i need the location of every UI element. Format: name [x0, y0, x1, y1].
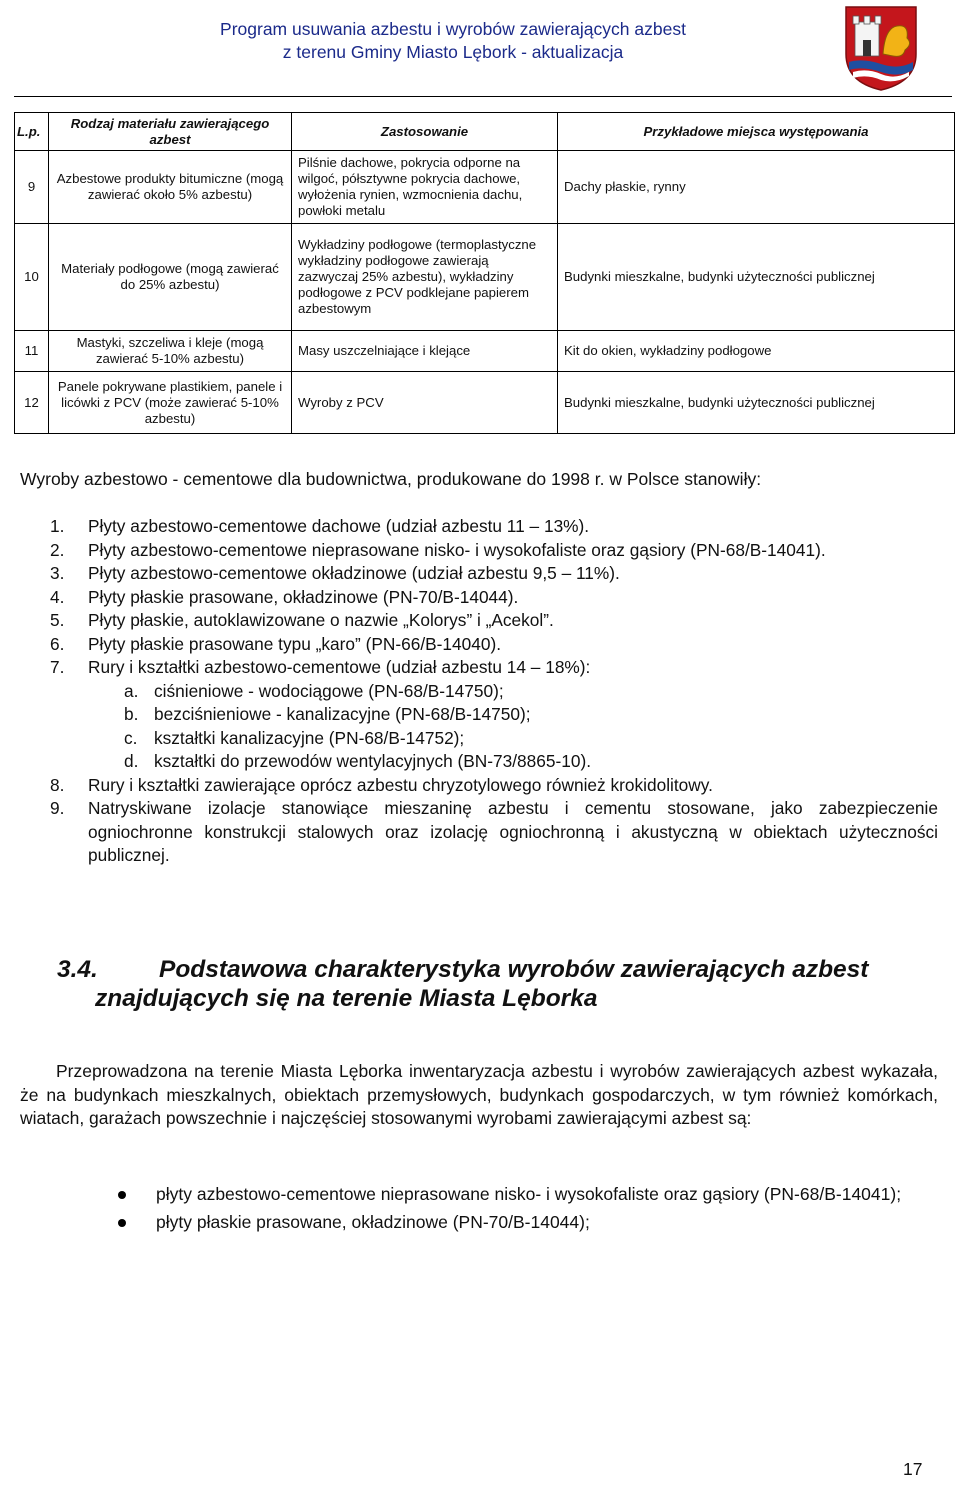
document-header-title [0, 18, 906, 64]
list-item-text: Płyty azbestowo-cementowe okładzinowe (udział azbestu 9,5 – 11%). [88, 563, 620, 583]
sublist-item [124, 750, 960, 774]
use-cell: Pilśnie dachowe, pokrycia odporne na wilgoć, półsztywne pokrycia dachowe, wyłożenia rynien, wzmocnienia dachu, powłoki metalu [292, 151, 558, 224]
list-item-text: Rury i kształtki azbestowo-cementowe (udział azbestu 14 – 18%): [88, 657, 591, 677]
list-item [50, 609, 938, 633]
bullet-icon [118, 1191, 126, 1199]
pipe-types-sublist [88, 680, 938, 774]
places-cell: Kit do okien, wykładziny podłogowe [558, 331, 955, 372]
table-header-row [15, 113, 955, 151]
bullet-text: płyty płaskie prasowane, okładzinowe (PN-70/B-14044); [156, 1211, 590, 1232]
sublist-item-text: kształtki do przewodów wentylacyjnych (BN-73/8865-10). [154, 751, 592, 771]
header-title-line-2: z terenu Gminy Miasto Lębork - aktualizacja [282, 42, 624, 62]
table-row [15, 151, 955, 224]
header-lp: L.p. [15, 113, 49, 151]
header-divider [14, 96, 952, 97]
header-title-line-1: Program usuwania azbestu i wyrobów zawierających azbest [220, 19, 686, 39]
list-item-text: Rury i kształtki zawierające oprócz azbestu chryzotylowego również krokidolitowy. [88, 774, 713, 795]
list-item-number: 8. [50, 774, 65, 795]
sublist-item-letter: c. [124, 727, 138, 748]
list-item-number: 1. [50, 516, 65, 536]
material-cell: Materiały podłogowe (mogą zawierać do 25% azbestu) [49, 224, 292, 331]
bullet-text: płyty azbestowo-cementowe nieprasowane nisko- i wysokofaliste oraz gąsiory (PN-68/B-14041); [156, 1184, 902, 1204]
body-paragraph [20, 1060, 938, 1131]
sublist-item-letter: a. [124, 680, 139, 701]
material-cell: Panele pokrywane plastikiem, panele i licówki z PCV (może zawierać 5-10% azbestu) [49, 372, 292, 434]
list-item-number: 4. [50, 586, 65, 607]
places-cell: Dachy płaskie, rynny [558, 151, 955, 224]
section-title-line-1: Podstawowa charakterystyka wyrobów zawierających azbest [159, 956, 869, 983]
paragraph-text: Przeprowadzona na terenie Miasta Lęborka inwentaryzacja azbestu i wyrobów zawierających azbest wykazała, że na budynkach mieszkalnych, obiektach przemysłowych, budynkach gospodarczych, w tym również komórkach, wiatach, garażach powszechnie i najczęściej stosowanymi wyrobami zawierającymi azbest są: [20, 1061, 938, 1128]
list-item-number: 5. [50, 610, 65, 630]
bullet-icon [118, 1219, 126, 1227]
bullet-item [118, 1211, 938, 1235]
page-number: 17 [903, 1459, 923, 1479]
list-item [50, 586, 938, 610]
header-use: Zastosowanie [292, 113, 558, 151]
material-cell: Azbestowe produkty bitumiczne (mogą zawierać około 5% azbestu) [49, 151, 292, 224]
list-item-text: Płyty płaskie prasowane typu „karo” (PN-66/B-14040). [88, 633, 502, 654]
list-item-text: Płyty płaskie prasowane, okładzinowe (PN-70/B-14044). [88, 586, 519, 607]
sublist-item-letter: b. [124, 704, 139, 724]
list-item-number: 2. [50, 539, 65, 560]
products-list [50, 515, 938, 868]
row-number: 11 [15, 331, 49, 372]
sublist-item [124, 727, 960, 751]
table-row [15, 372, 955, 434]
coat-of-arms-icon [843, 4, 919, 92]
use-cell: Masy uszczelniające i klejące [292, 331, 558, 372]
sublist-item-text: kształtki kanalizacyjne (PN-68/B-14752); [154, 727, 465, 748]
use-cell: Wyroby z PCV [292, 372, 558, 434]
table-row [15, 224, 955, 331]
list-item-number: 6. [50, 633, 65, 654]
header-places: Przykładowe miejsca występowania [558, 113, 955, 151]
use-cell: Wykładziny podłogowe (termoplastyczne wykładziny podłogowe zawierają zazwyczaj 25% azbestu), wykładziny podłogowe z PCV podklejane papierem azbestowym [292, 224, 558, 331]
table-row [15, 331, 955, 372]
list-item [50, 774, 938, 798]
list-intro: Wyroby azbestowo - cementowe dla budownictwa, produkowane do 1998 r. w Polsce stanowiły: [20, 469, 762, 489]
list-item [50, 562, 938, 586]
list-item [50, 656, 938, 774]
places-cell: Budynki mieszkalne, budynki użyteczności publicznej [558, 224, 955, 331]
list-item-number: 7. [50, 657, 65, 677]
list-item-number: 9. [50, 798, 65, 818]
list-item-text: Płyty azbestowo-cementowe nieprasowane nisko- i wysokofaliste oraz gąsiory (PN-68/B-14041). [88, 539, 826, 560]
bullet-list [118, 1183, 938, 1238]
sublist-item-text: ciśnieniowe - wodociągowe (PN-68/B-14750); [154, 680, 504, 701]
section-number: 3.4. [57, 956, 98, 983]
bullet-item [118, 1183, 938, 1207]
row-number: 12 [15, 372, 49, 434]
sublist-item-letter: d. [124, 751, 139, 771]
list-item-number: 3. [50, 563, 65, 583]
material-cell: Mastyki, szczeliwa i kleje (mogą zawierać 5-10% azbestu) [49, 331, 292, 372]
list-item-text: Płyty azbestowo-cementowe dachowe (udział azbestu 11 – 13%). [88, 516, 590, 536]
list-item [50, 633, 938, 657]
sublist-item [124, 680, 960, 704]
list-item-text: Natryskiwane izolacje stanowiące mieszaninę azbestu i cementu stosowane, jako zabezpieczenie ogniochronne konstrukcji stalowych oraz izolację ogniochronną i akustyczną w obiektach użyteczności publicznej. [88, 798, 938, 865]
row-number: 10 [15, 224, 49, 331]
list-item [50, 515, 938, 539]
asbestos-materials-table [14, 112, 955, 434]
section-title-line-2: znajdujących się na terenie Miasta Lęborka [95, 985, 598, 1012]
list-item [50, 797, 938, 868]
places-cell: Budynki mieszkalne, budynki użyteczności publicznej [558, 372, 955, 434]
sublist-item [124, 703, 960, 727]
list-item [50, 539, 938, 563]
row-number: 9 [15, 151, 49, 224]
header-material: Rodzaj materiału zawierającego azbest [49, 113, 292, 151]
list-item-text: Płyty płaskie, autoklawizowane o nazwie „Kolorys” i „Acekol”. [88, 610, 554, 630]
sublist-item-text: bezciśnieniowe - kanalizacyjne (PN-68/B-14750); [154, 704, 531, 724]
